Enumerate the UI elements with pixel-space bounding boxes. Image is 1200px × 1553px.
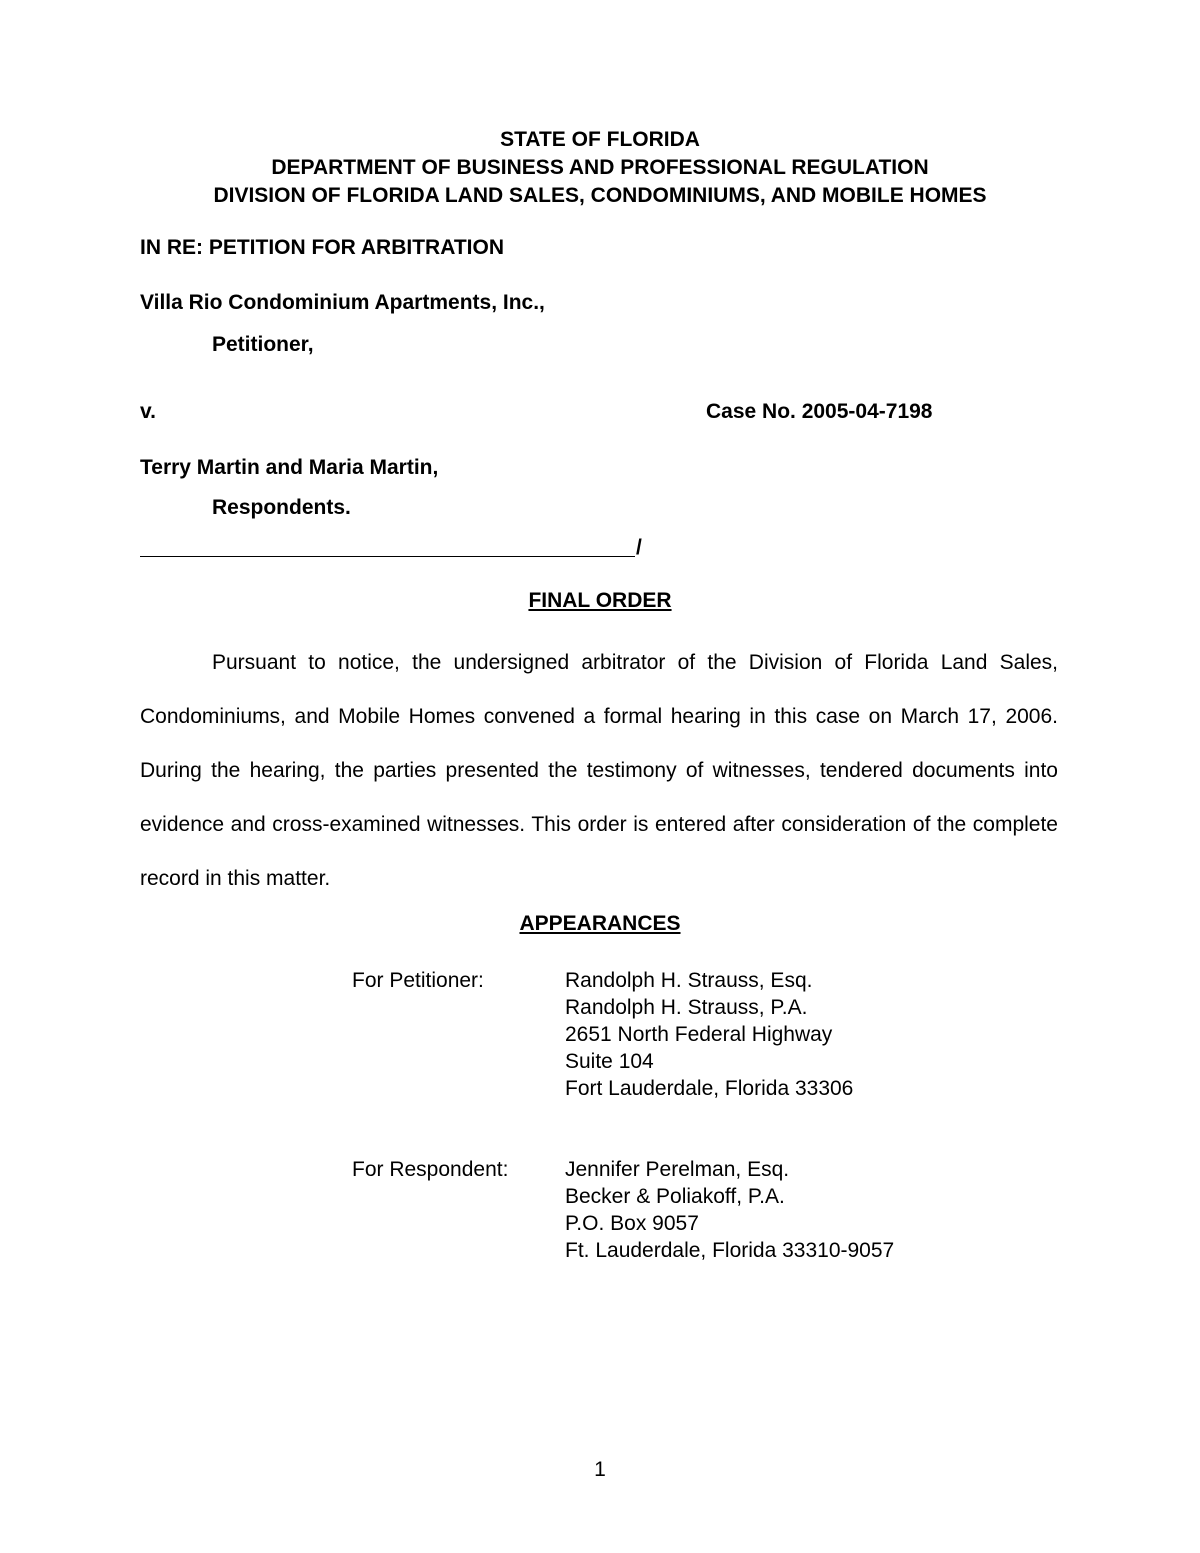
final-order-paragraph [140, 636, 1058, 906]
caption-slash: / [636, 536, 642, 559]
heading-division: DIVISION OF FLORIDA LAND SALES, CONDOMINIUMS, AND MOBILE HOMES [213, 184, 987, 207]
address-line: 2651 North Federal Highway [565, 1023, 833, 1046]
address-line: Suite 104 [565, 1050, 654, 1073]
in-re-line: IN RE: PETITION FOR ARBITRATION [140, 236, 504, 259]
heading-department: DEPARTMENT OF BUSINESS AND PROFESSIONAL REGULATION [271, 156, 929, 179]
petitioner-appearance-label: For Petitioner: [352, 969, 484, 992]
address-line: Randolph H. Strauss, P.A. [565, 996, 808, 1019]
heading-state: STATE OF FLORIDA [500, 128, 700, 151]
petitioner-name: Villa Rio Condominium Apartments, Inc., [140, 291, 545, 314]
petitioner-role: Petitioner, [212, 333, 314, 356]
respondent-counsel-address [565, 1156, 894, 1264]
address-line: P.O. Box 9057 [565, 1212, 699, 1235]
address-line: Ft. Lauderdale, Florida 33310-9057 [565, 1239, 895, 1262]
respondent-name: Terry Martin and Maria Martin, [140, 456, 439, 479]
respondent-appearance-label: For Respondent: [352, 1158, 509, 1181]
page-number: 1 [594, 1458, 606, 1481]
address-line: Randolph H. Strauss, Esq. [565, 969, 813, 992]
petitioner-counsel-address [565, 967, 853, 1102]
paragraph-text: Pursuant to notice, the undersigned arbitrator of the Division of Florida Land Sales, Condominiums, and Mobile Homes convened a formal hearing in this case on March 17, 2006. During the hearing, the parties presented the testimony of witnesses, tendered documents into evidence and cross-examined witnesses. This order is entered after consideration of the complete record in this matter. [140, 651, 1058, 890]
address-line: Fort Lauderdale, Florida 33306 [565, 1077, 854, 1100]
address-line: Jennifer Perelman, Esq. [565, 1158, 790, 1181]
document-heading [0, 126, 1200, 210]
caption-divider-line [140, 556, 635, 557]
versus-label: v. [140, 400, 156, 423]
appearances-title: APPEARANCES [519, 912, 681, 935]
case-number: Case No. 2005-04-7198 [706, 400, 933, 423]
final-order-title: FINAL ORDER [528, 589, 672, 612]
respondent-role: Respondents. [212, 496, 351, 519]
address-line: Becker & Poliakoff, P.A. [565, 1185, 785, 1208]
